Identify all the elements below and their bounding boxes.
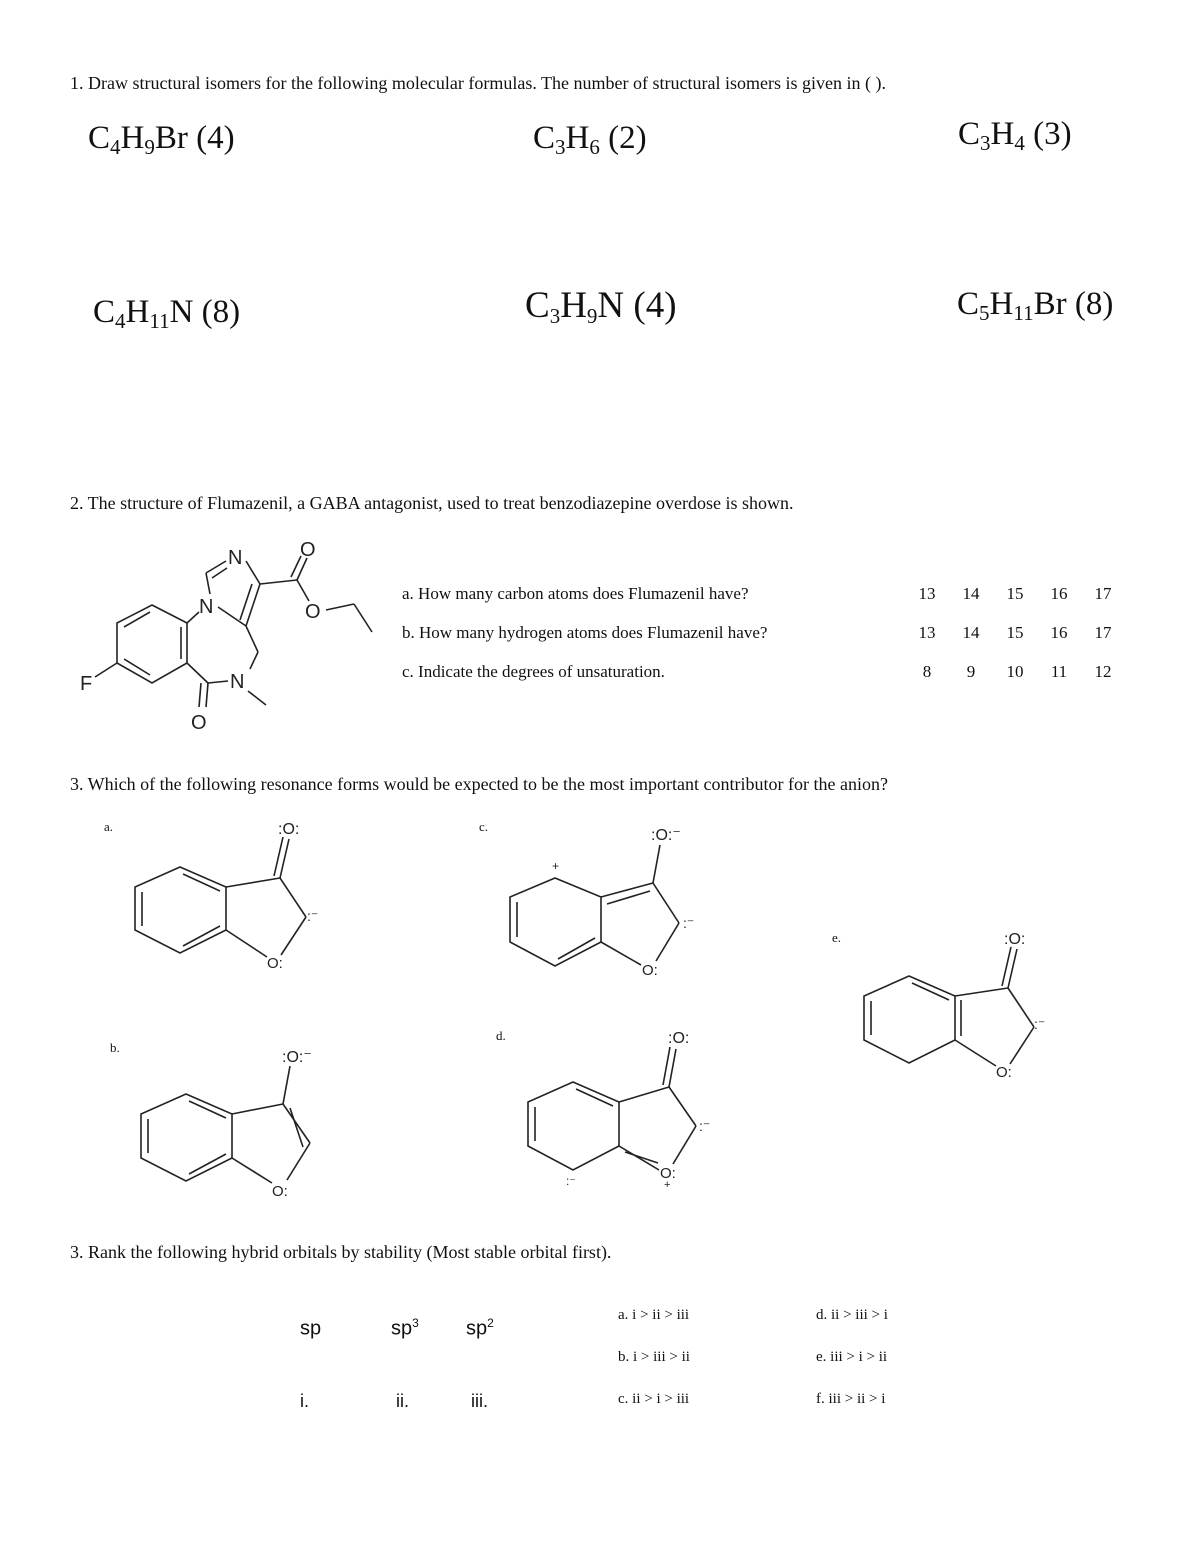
numeral-i: i.: [300, 1391, 309, 1411]
svg-text:+: +: [664, 1179, 671, 1191]
choice[interactable]: 10: [1006, 662, 1024, 681]
svg-text::O:: :O:: [1004, 931, 1026, 948]
q3-prompt: 3. Which of the following resonance forms would be expected to be the most important contributor for the anion?: [70, 774, 888, 794]
svg-text::O:⁻: :O:⁻: [282, 1049, 312, 1066]
choice[interactable]: 15: [1006, 584, 1024, 603]
formula-c3h6: $C_3H_6$ (2): [533, 120, 647, 159]
rank-option-e[interactable]: e. iii > i > ii: [816, 1349, 888, 1365]
q2c-text: c. Indicate the degrees of unsaturation.: [402, 662, 665, 681]
formula-c4h11n: $C_4H_{11}N$ (8): [93, 294, 241, 333]
choice[interactable]: 13: [918, 584, 936, 603]
svg-text:O:: O:: [642, 962, 658, 979]
choice[interactable]: 14: [962, 584, 980, 603]
resonance-structure-e: [864, 931, 1045, 1081]
svg-text:+: +: [552, 859, 560, 873]
atom-o-ester: O: [305, 601, 321, 623]
choice[interactable]: 9: [966, 662, 976, 681]
rank-option-a[interactable]: a. i > ii > iii: [618, 1307, 690, 1323]
atom-n-ring: N: [199, 596, 214, 618]
q1-prompt: 1. Draw structural isomers for the following molecular formulas. The number of structural isomers is given in ( ).: [70, 73, 886, 93]
atom-n-imine: N: [228, 547, 243, 569]
atom-o-carbonyl: O: [300, 539, 316, 561]
resonance-label-a[interactable]: a.: [104, 819, 114, 834]
choice[interactable]: 15: [1006, 623, 1024, 642]
svg-text::O:⁻: :O:⁻: [651, 827, 681, 844]
choice[interactable]: 16: [1050, 623, 1068, 642]
atom-f: F: [80, 673, 93, 695]
orbital-sp2: $sp^2$: [466, 1316, 494, 1340]
svg-text::⁻: :⁻: [699, 1118, 711, 1134]
svg-text::⁻: :⁻: [1034, 1016, 1046, 1032]
choice[interactable]: 14: [962, 623, 980, 642]
svg-text::O:: :O:: [668, 1030, 690, 1047]
resonance-structure-a: [135, 821, 318, 972]
choice[interactable]: 13: [918, 623, 936, 642]
formula-c3h4: $C_3H_4$ (3): [958, 116, 1072, 155]
resonance-label-c[interactable]: c.: [479, 819, 489, 834]
q2a-text: a. How many carbon atoms does Flumazenil have?: [402, 584, 749, 603]
svg-text::O:: :O:: [278, 821, 300, 838]
rank-option-b[interactable]: b. i > iii > ii: [618, 1349, 690, 1365]
formula-c5h11br: $C_5H_{11}Br$ (8): [957, 286, 1114, 325]
resonance-structure-b: [141, 1049, 312, 1200]
choice[interactable]: 8: [922, 662, 932, 681]
choice[interactable]: 16: [1050, 584, 1068, 603]
resonance-label-d[interactable]: d.: [496, 1028, 506, 1043]
numeral-ii: ii.: [396, 1391, 409, 1411]
svg-text::⁻: :⁻: [683, 915, 695, 931]
rank-option-d[interactable]: d. ii > iii > i: [816, 1307, 888, 1323]
numeral-iii: iii.: [471, 1391, 488, 1411]
svg-text:O:: O:: [272, 1183, 288, 1200]
rank-option-f[interactable]: f. iii > ii > i: [816, 1391, 886, 1407]
resonance-structure-d: [528, 1030, 710, 1191]
choice[interactable]: 11: [1050, 662, 1068, 681]
svg-text:O:: O:: [996, 1064, 1012, 1081]
svg-text::⁻: :⁻: [566, 1174, 576, 1188]
svg-text:O:: O:: [267, 955, 283, 972]
orbital-sp3: $sp^3$: [391, 1316, 419, 1340]
formula-c4h9br: $C_4H_9Br$ (4): [88, 120, 235, 159]
choice[interactable]: 17: [1094, 623, 1112, 642]
choice[interactable]: 12: [1094, 662, 1112, 681]
atom-o-amide: O: [191, 712, 207, 734]
resonance-label-e[interactable]: e.: [832, 930, 842, 945]
svg-text:O:: O:: [660, 1165, 676, 1182]
q2b-text: b. How many hydrogen atoms does Flumazenil have?: [402, 623, 768, 642]
svg-text::⁻: :⁻: [307, 908, 319, 924]
atom-n-methyl: N: [230, 671, 245, 693]
q4-prompt: 3. Rank the following hybrid orbitals by stability (Most stable orbital first).: [70, 1242, 612, 1262]
resonance-structure-c: [510, 827, 694, 979]
q2-prompt: 2. The structure of Flumazenil, a GABA antagonist, used to treat benzodiazepine overdose is shown.: [70, 493, 794, 513]
formula-c3h9n: $C_3H_9N$ (4): [525, 285, 677, 328]
rank-option-c[interactable]: c. ii > i > iii: [618, 1391, 690, 1407]
choice[interactable]: 17: [1094, 584, 1112, 603]
resonance-label-b[interactable]: b.: [110, 1040, 120, 1055]
orbital-sp: sp: [300, 1317, 322, 1340]
